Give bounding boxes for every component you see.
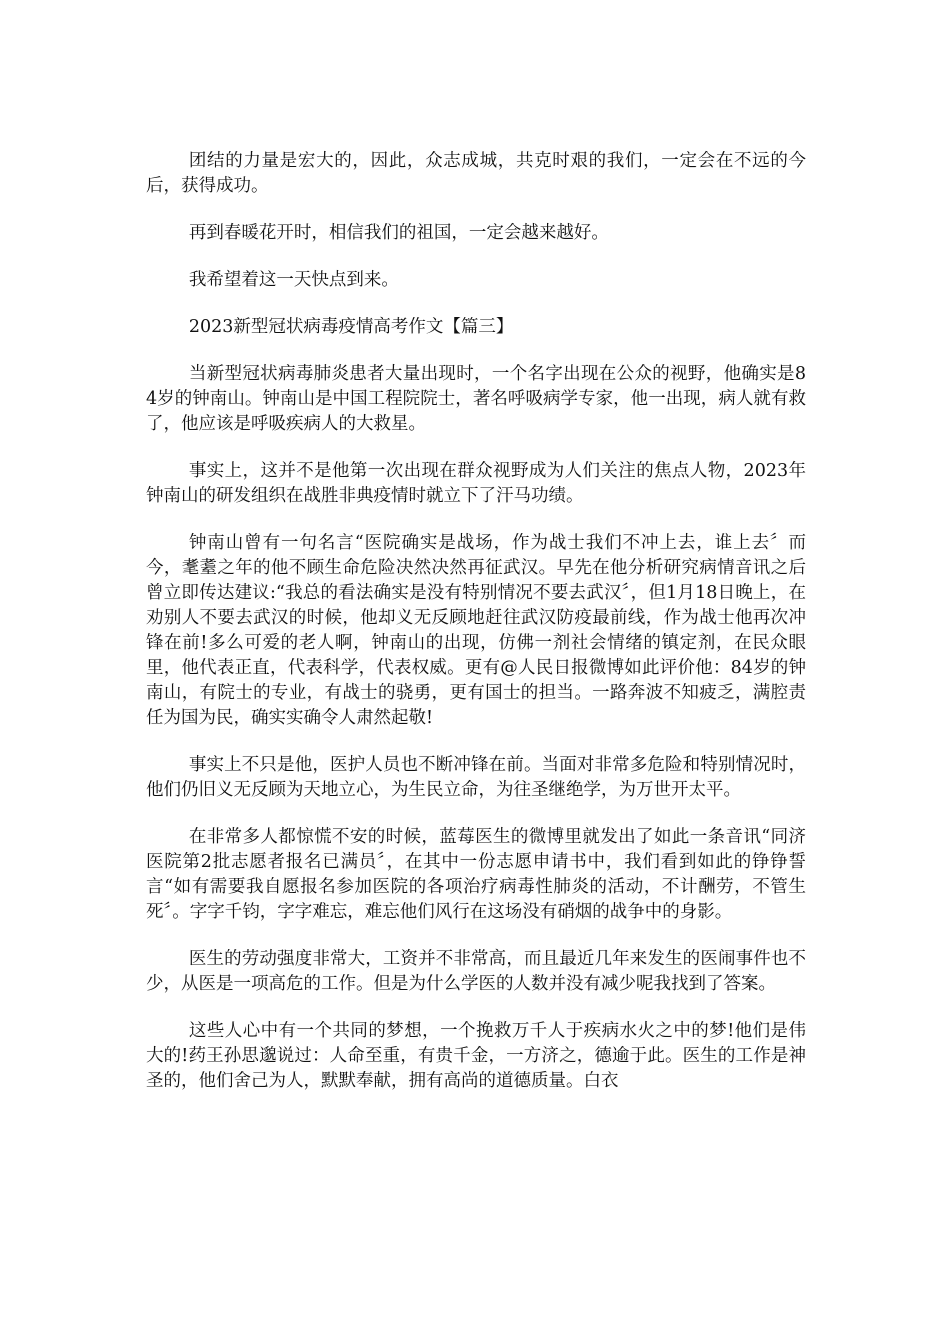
section-heading: 2023新型冠状病毒疫情高考作文【篇三】: [188, 317, 514, 337]
paragraph-sars: 事实上，这并不是他第一次出现在群众视野成为人们关注的焦点人物，2023年钟南山的研发组织在战胜非典疫情时就立下了汗马功绩。: [146, 461, 806, 506]
paragraph-unity: 团结的力量是宏大的，因此，众志成城，共克时艰的我们，一定会在不远的今后，获得成功。: [146, 151, 806, 196]
paragraph-doctor-work: 医生的劳动强度非常大，工资并不非常高，而且最近几年来发生的医闹事件也不少，从医是一项高危的工作。但是为什么学医的人数并没有减少呢我找到了答案。: [146, 949, 806, 994]
paragraph-dream: 这些人心中有一个共同的梦想，一个挽救万千人于疾病水火之中的梦!他们是伟大的!药王孙思邈说过：人命至重，有贵千金，一方济之，德逾于此。医生的工作是神圣的，他们舍己为人，默默奉献，拥有高尚的道德质量。白衣: [146, 1021, 806, 1091]
paragraph-quote: 钟南山曾有一句名言“医院确实是战场，作为战士我们不冲上去，谁上去〞而今，耄耋之年的他不顾生命危险决然决然再征武汉。早先在他分析研究病情音讯之后曾立即传达建议:“我总的看法确实是没有特别情况不要去武汉〞，但1月18日晚上，在劝别人不要去武汉的时候，他却义无反顾地赶往武汉防疫最前线，作为战士他再次冲锋在前!多么可爱的老人啊，钟南山的出现，仿佛一剂社会情绪的镇定剂，在民众眼里，他代表正直，代表科学，代表权威。更有@人民日报微博如此评价他：84岁的钟南山，有院士的专业，有战士的骁勇，更有国士的担当。一路奔波不知疲乏，满腔责任为国为民，确实实确令人肃然起敬!: [146, 533, 806, 728]
paragraph-zhong-intro: 当新型冠状病毒肺炎患者大量出现时，一个名字出现在公众的视野，他确实是84岁的钟南山。钟南山是中国工程院院士，著名呼吸病学专家，他一出现，病人就有救了，他应该是呼吸疾病人的大救星。: [146, 364, 806, 434]
paragraph-spring: 再到春暖花开时，相信我们的祖国，一定会越来越好。: [188, 223, 609, 243]
paragraph-hope: 我希望着这一天快点到来。: [188, 270, 399, 290]
document-body: [146, 149, 806, 1116]
paragraph-volunteers: 在非常多人都惊慌不安的时候，蓝莓医生的微博里就发出了如此一条音讯“同济医院第2批志愿者报名已满员〞，在其中一份志愿申请书中，我们看到如此的铮铮誓言“如有需要我自愿报名参加医院的各项治疗病毒性肺炎的活动，不计酬劳，不管生死〞。字字千钧，字字难忘，难忘他们风行在这场没有硝烟的战争中的身影。: [146, 827, 806, 922]
paragraph-medical-staff: 事实上不只是他，医护人员也不断冲锋在前。当面对非常多危险和特别情况时，他们仍旧义无反顾为天地立心，为生民立命，为往圣继绝学，为万世开太平。: [146, 755, 806, 800]
